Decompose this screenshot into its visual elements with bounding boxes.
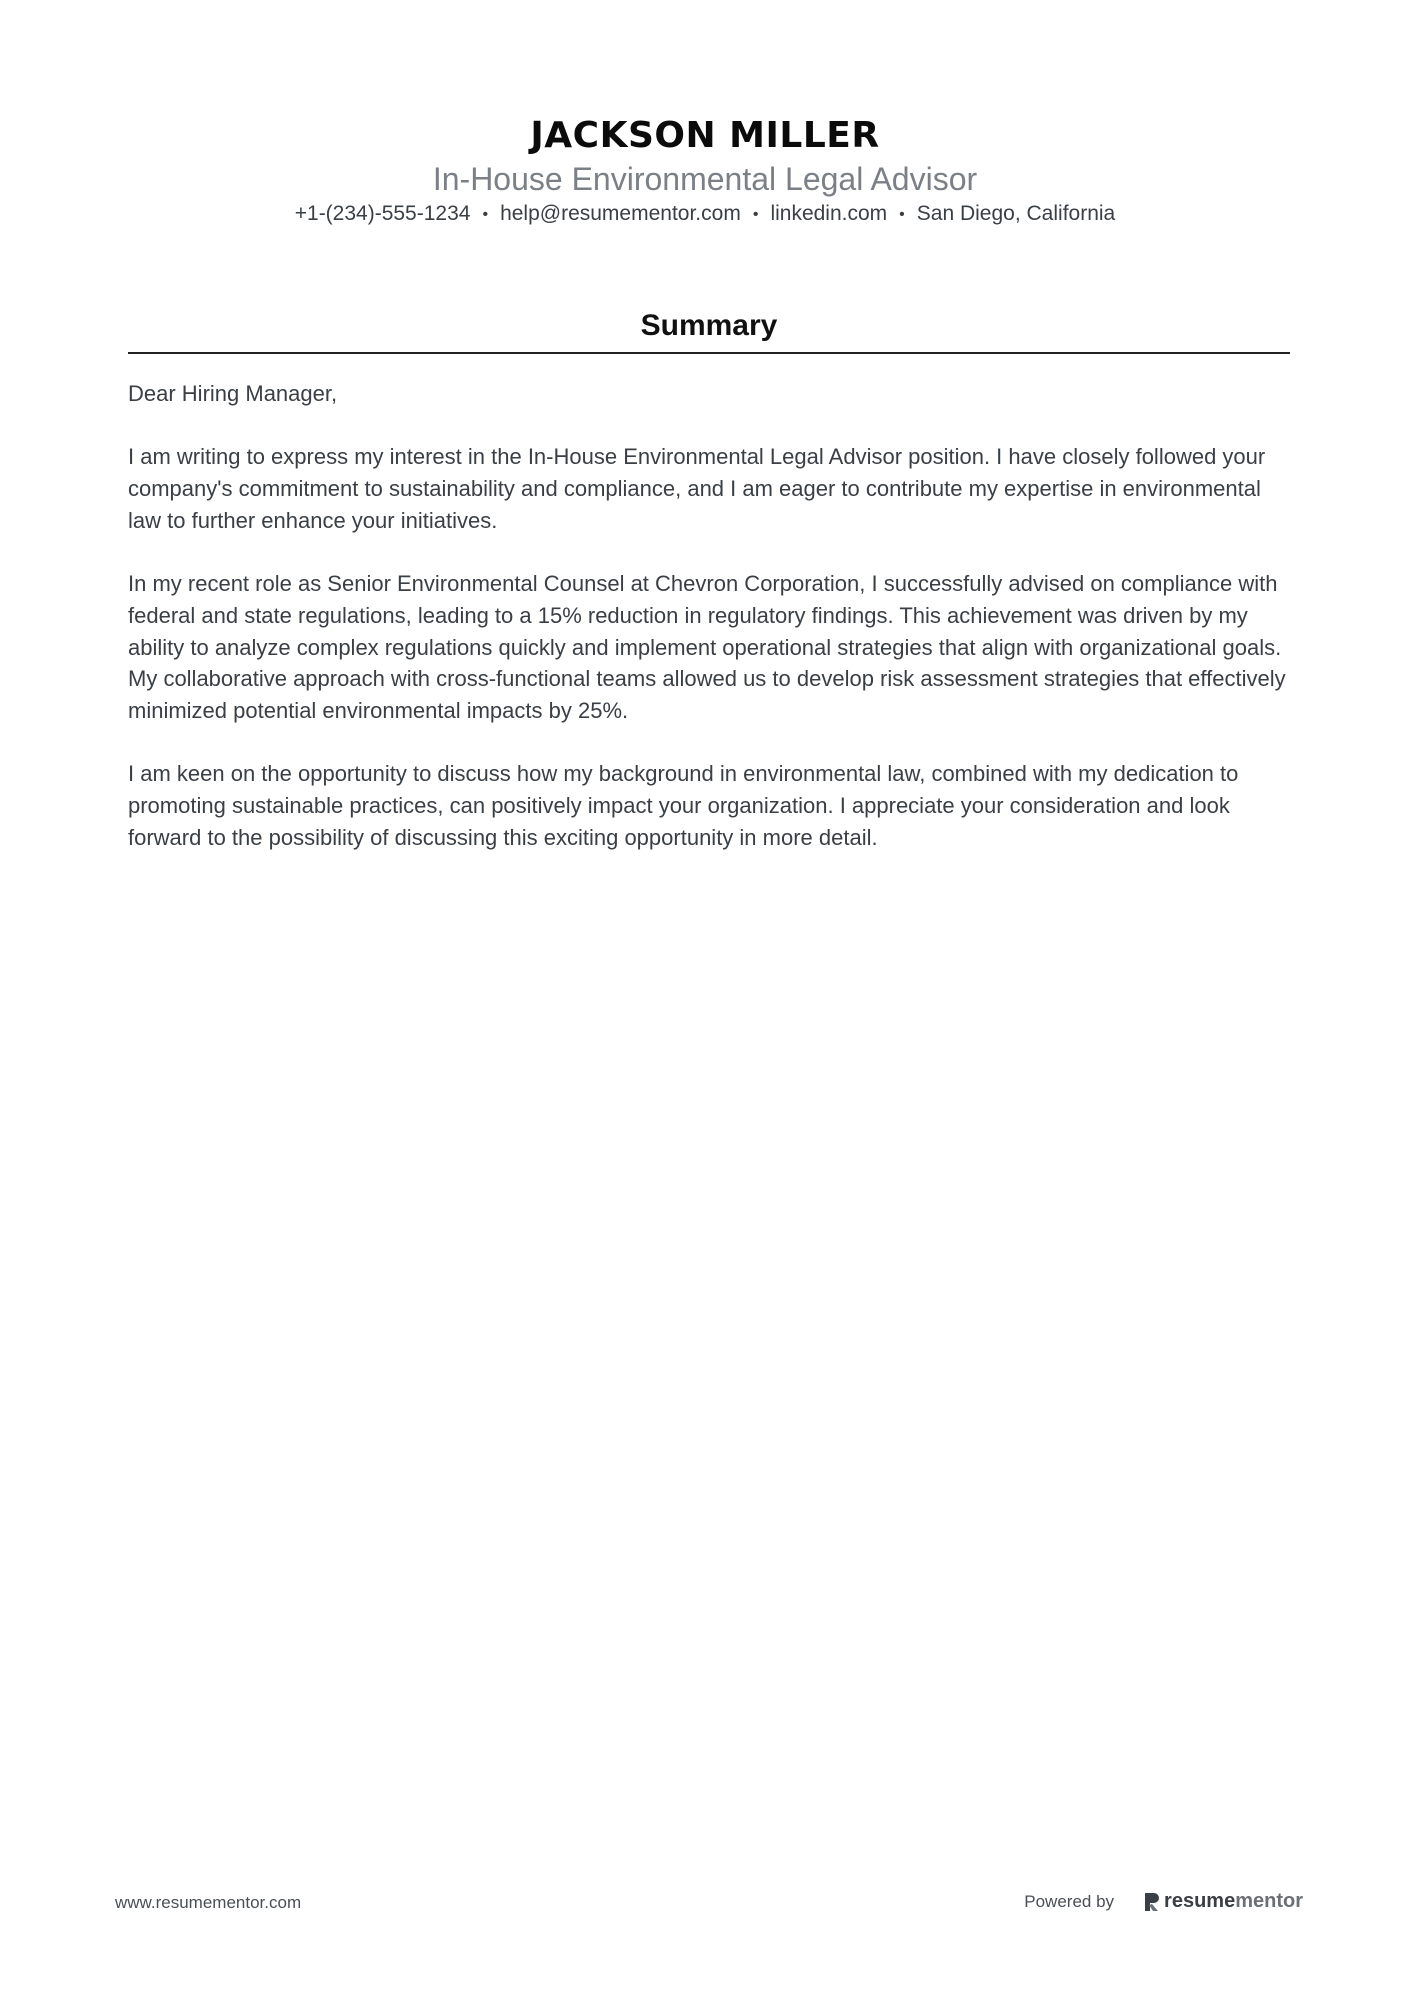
- candidate-name: JACKSON MILLER: [530, 115, 880, 156]
- letter-paragraph: I am writing to express my interest in the In-House Environmental Legal Advisor position. I have closely followed your company's commitment to sustainability and compliance, and I am eager to contribute my expertise in environmental law to further enhance your initiatives.: [128, 444, 1266, 533]
- contact-separator: •: [482, 206, 489, 223]
- resumementor-logo-icon: [1144, 1892, 1160, 1912]
- letter-paragraph: In my recent role as Senior Environmental Counsel at Chevron Corporation, I successfully advised on compliance with federal and state regulations, leading to a 15% reduction in regulatory findings. This achievement was driven by my ability to analyze complex regulations quickly and implement operational strategies that align with organizational goals. My collaborative approach with cross-functional teams allowed us to develop risk assessment strategies that effectively minimized potential environmental impacts by 25%.: [128, 571, 1286, 723]
- salutation: Dear Hiring Manager,: [128, 381, 338, 406]
- section-title: Summary: [128, 302, 1290, 354]
- footer-branding: [1024, 1890, 1303, 1913]
- footer-website[interactable]: www.resumementor.com: [115, 1893, 302, 1912]
- contact-separator: •: [899, 206, 905, 223]
- contact-phone: +1-(234)-555-1234: [294, 202, 471, 225]
- brand-logo[interactable]: [1144, 1890, 1303, 1913]
- header: [0, 112, 1410, 230]
- brand-text-resume: resume: [1164, 1890, 1236, 1912]
- contact-separator: •: [752, 206, 759, 223]
- cover-letter-body: [128, 378, 1290, 854]
- candidate-role: In-House Environmental Legal Advisor: [432, 161, 978, 197]
- contact-line: [0, 199, 1410, 230]
- brand-text-mentor: mentor: [1235, 1890, 1303, 1912]
- contact-email[interactable]: help@resumementor.com: [500, 202, 741, 225]
- contact-linkedin[interactable]: linkedin.com: [770, 202, 888, 225]
- summary-section: [128, 302, 1290, 885]
- contact-location: San Diego, California: [916, 202, 1116, 225]
- powered-by-label: Powered by: [1024, 1891, 1115, 1911]
- letter-paragraph: I am keen on the opportunity to discuss how my background in environmental law, combined with my dedication to promoting sustainable practices, can positively impact your organization. I appreciate your consideration and look forward to the possibility of discussing this exciting opportunity in more detail.: [128, 761, 1239, 850]
